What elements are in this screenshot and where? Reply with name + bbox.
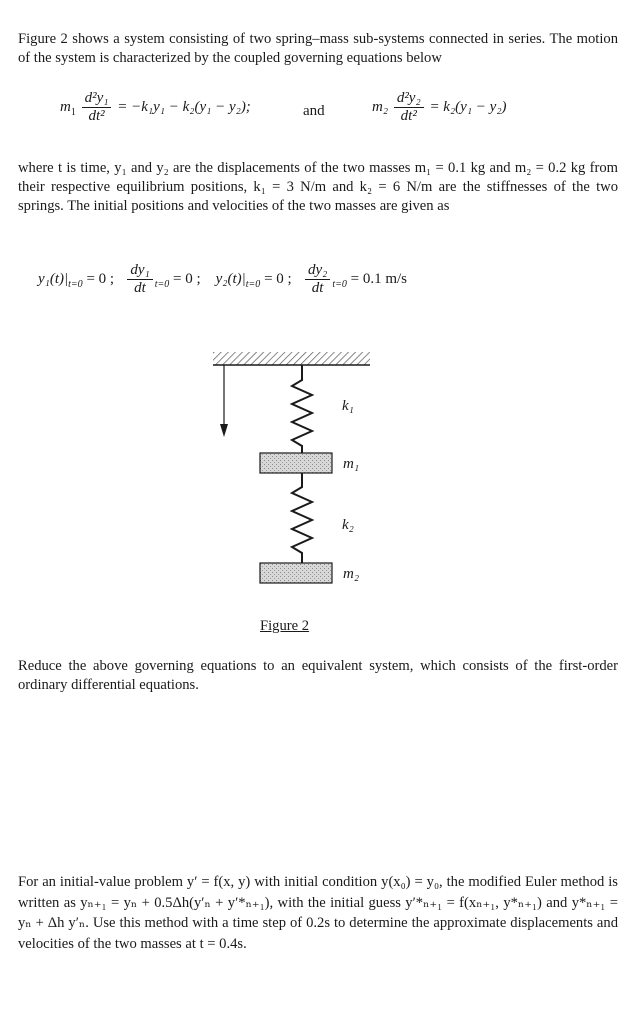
ic-dy2-value: = 0.1 m/s (350, 270, 407, 287)
ic-dy1-numerator: dy₁ (127, 262, 152, 280)
direction-arrow-head (220, 424, 228, 437)
mass-m2 (260, 563, 332, 583)
ic-y2: y₂(t)| (215, 270, 246, 287)
ic-y1-value: = 0 ; (86, 270, 115, 287)
eq1-coefficient: m (60, 98, 71, 115)
eq2-denominator: dt² (400, 108, 417, 124)
and-label: and (303, 103, 325, 119)
label-m2: m₂ (343, 566, 360, 582)
eq2-coefficient: m₂ (372, 98, 389, 115)
ic-y2-value: = 0 ; (264, 270, 292, 287)
ic-y1-sub: t=0 (68, 278, 83, 290)
ic-y2-sub: t=0 (245, 278, 261, 290)
spring-k2 (292, 473, 312, 563)
reduce-paragraph (18, 657, 618, 695)
eq1-denominator: dt² (88, 108, 105, 124)
euler-text: For an initial-value problem y′ = f(x, y) with initial condition y(x₀) = y₀, the modified Euler method is written as yₙ₊₁ = yₙ + 0.5Δh(y′ₙ + y′*ₙ₊₁), with the initial guess y′*ₙ₊₁ = f(xₙ₊₁, y*ₙ₊₁) and y*ₙ₊₁ = yₙ + Δh y′ₙ. Use this method with a time step of 0.2s to determine the approximate displacements and velocities of the two masses at t = 0.4s. (18, 874, 618, 952)
ic-dy2-numerator: dy₂ (305, 262, 330, 280)
mass-m1 (260, 453, 332, 473)
spring-k1 (292, 365, 312, 453)
ic-dy2-denominator: dt (311, 280, 324, 296)
figure-caption: Figure 2 (260, 618, 310, 634)
eq1-coefficient-sub: 1 (70, 106, 76, 118)
eq1-numerator: d²y₁ (82, 90, 112, 108)
eq2-numerator: d²y₂ (394, 90, 424, 108)
ic-dy2-sub: t=0 (332, 278, 347, 290)
ic-dy1-value: = 0 ; (172, 270, 201, 287)
ic-dy1-denominator: dt (134, 280, 146, 296)
label-k2: k₂ (342, 517, 354, 533)
eq2-rhs: = k₂(y₁ − y₂) (429, 98, 507, 115)
euler-paragraph (18, 872, 618, 954)
ic-dy1-sub: t=0 (154, 278, 170, 290)
reduce-text: Reduce the above governing equations to an equivalent system, which consists of the first-order ordinary differential equations. (18, 658, 618, 693)
label-k1: k₁ (342, 398, 354, 414)
intro-text: Figure 2 shows a system consisting of two spring–mass sub-systems connected in series. The motion of the system is characterized by the coupled governing equations below (18, 31, 618, 66)
label-m1: m₁ (343, 456, 360, 472)
ceiling-hatch (213, 352, 370, 365)
eq1-rhs: = −k₁y₁ − k₂(y₁ − y₂); (117, 98, 251, 115)
where-text: where t is time, y₁ and y₂ are the displacements of the two masses m₁ = 0.1 kg and m₂ = 0.2 kg from their respective equilibrium positions, k₁ = 3 N/m and k₂ = 6 N/m are the stiffnesses of the two springs. The initial positions and velocities of the two masses are given as (18, 160, 618, 214)
ic-y1: y₁(t)| (38, 270, 69, 287)
